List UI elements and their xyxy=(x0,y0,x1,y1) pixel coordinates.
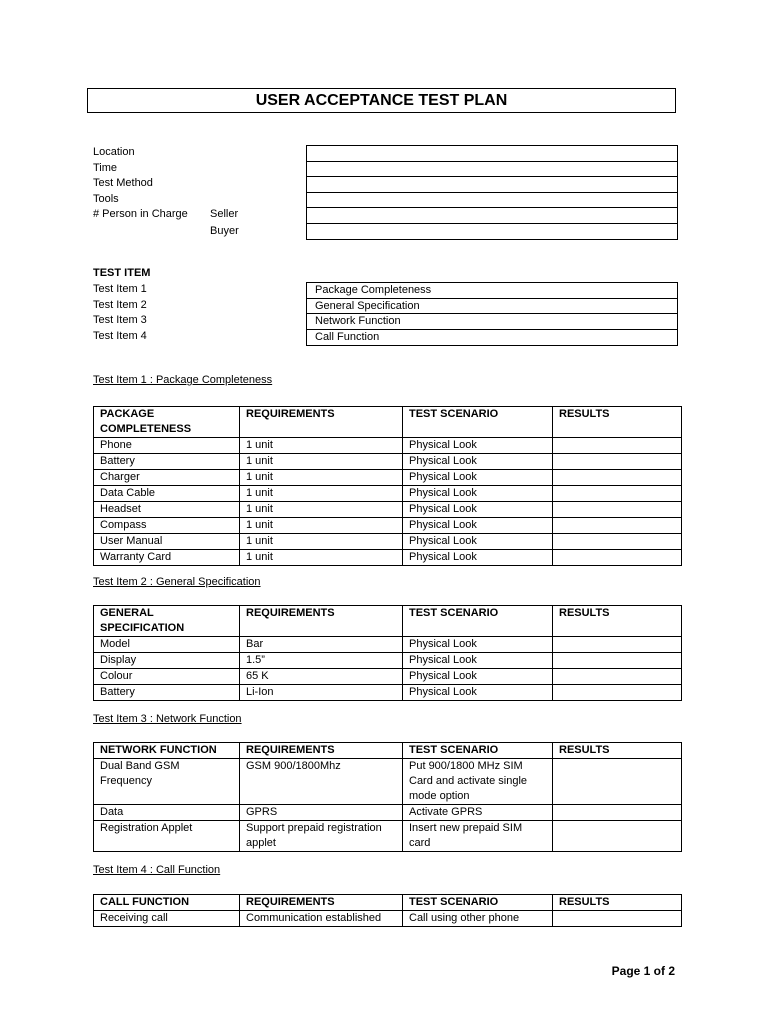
buyer-field[interactable] xyxy=(307,224,677,240)
table-cell: Physical Look xyxy=(403,518,553,534)
table-cell: 65 K xyxy=(240,669,403,685)
table-row xyxy=(94,669,682,685)
section-title: Test Item 4 : Call Function xyxy=(93,864,221,876)
table-cell: Put 900/1800 MHz SIM Card and activate single mode option xyxy=(403,759,553,805)
table-row xyxy=(94,454,682,470)
result-cell[interactable] xyxy=(553,821,682,852)
table-cell: Physical Look xyxy=(403,502,553,518)
info-fields xyxy=(306,145,678,240)
table-cell: Data xyxy=(94,805,240,821)
column-header: TEST SCENARIO xyxy=(403,895,553,911)
table-cell: Display xyxy=(94,653,240,669)
table-row xyxy=(94,486,682,502)
result-cell[interactable] xyxy=(553,518,682,534)
table-cell: Physical Look xyxy=(403,534,553,550)
table-row xyxy=(94,685,682,701)
table-row xyxy=(94,534,682,550)
table-cell: Compass xyxy=(94,518,240,534)
column-header: TEST SCENARIO xyxy=(403,407,553,438)
test-item-label: Test Item 3 xyxy=(93,314,147,326)
table-cell: Physical Look xyxy=(403,486,553,502)
result-cell[interactable] xyxy=(553,685,682,701)
table-cell: Physical Look xyxy=(403,454,553,470)
test-item-label: Test Item 2 xyxy=(93,298,147,311)
result-cell[interactable] xyxy=(553,637,682,653)
document-title: USER ACCEPTANCE TEST PLAN xyxy=(87,88,676,113)
table-cell: GPRS xyxy=(240,805,403,821)
table-cell: Li-Ion xyxy=(240,685,403,701)
column-header: REQUIREMENTS xyxy=(240,895,403,911)
page-number: Page 1 of 2 xyxy=(611,964,675,978)
table-cell: 1.5” xyxy=(240,653,403,669)
column-header: PACKAGE COMPLETENESS xyxy=(94,407,240,438)
table-cell: 1 unit xyxy=(240,438,403,454)
person-in-charge-label: # Person in Charge xyxy=(93,208,188,220)
table-cell: 1 unit xyxy=(240,454,403,470)
table-cell: 1 unit xyxy=(240,518,403,534)
table-cell: 1 unit xyxy=(240,486,403,502)
buyer-row xyxy=(93,223,239,239)
table-cell: Colour xyxy=(94,669,240,685)
column-header: REQUIREMENTS xyxy=(240,743,403,759)
test-item-value: General Specification xyxy=(307,299,677,315)
result-cell[interactable] xyxy=(553,805,682,821)
table-cell: Physical Look xyxy=(403,438,553,454)
table-row xyxy=(94,550,682,566)
info-labels xyxy=(93,145,239,238)
test-item-label: Test Item 4 xyxy=(93,329,147,342)
table-header-row xyxy=(94,895,682,911)
table-cell: Physical Look xyxy=(403,470,553,486)
test-method-field[interactable] xyxy=(307,177,677,193)
table-cell: Battery xyxy=(94,454,240,470)
call-function-table xyxy=(93,894,682,927)
column-header: REQUIREMENTS xyxy=(240,606,403,637)
table-row xyxy=(94,637,682,653)
tools-field[interactable] xyxy=(307,193,677,209)
section-title: Test Item 1 : Package Completeness xyxy=(93,374,273,386)
result-cell[interactable] xyxy=(553,486,682,502)
column-header: RESULTS xyxy=(553,407,682,438)
table-cell: Insert new prepaid SIM card xyxy=(403,821,553,852)
table-cell: Data Cable xyxy=(94,486,240,502)
table-cell: Activate GPRS xyxy=(403,805,553,821)
test-item-label: Test Item 1 xyxy=(93,283,147,295)
column-header: REQUIREMENTS xyxy=(240,407,403,438)
result-cell[interactable] xyxy=(553,669,682,685)
result-cell[interactable] xyxy=(553,759,682,805)
table-cell: 1 unit xyxy=(240,502,403,518)
section-title: Test Item 3 : Network Function xyxy=(93,713,242,725)
table-cell: Phone xyxy=(94,438,240,454)
column-header: NETWORK FUNCTION xyxy=(94,743,240,759)
table-header-row xyxy=(94,743,682,759)
person-in-charge-row xyxy=(93,207,239,223)
table-row xyxy=(94,653,682,669)
table-row xyxy=(94,911,682,927)
column-header: RESULTS xyxy=(553,606,682,637)
test-item-labels xyxy=(93,282,147,344)
table-cell: Support prepaid registration applet xyxy=(240,821,403,852)
table-cell: 1 unit xyxy=(240,470,403,486)
table-cell: Bar xyxy=(240,637,403,653)
table-row xyxy=(94,502,682,518)
table-cell: GSM 900/1800Mhz xyxy=(240,759,403,805)
result-cell[interactable] xyxy=(553,911,682,927)
test-item-values xyxy=(306,282,678,346)
general-specification-table xyxy=(93,605,682,701)
table-row xyxy=(94,518,682,534)
test-item-value: Package Completeness xyxy=(307,283,677,299)
result-cell[interactable] xyxy=(553,653,682,669)
column-header: TEST SCENARIO xyxy=(403,606,553,637)
table-row xyxy=(94,821,682,852)
table-cell: Battery xyxy=(94,685,240,701)
time-label: Time xyxy=(93,161,118,174)
result-cell[interactable] xyxy=(553,534,682,550)
test-item-value: Network Function xyxy=(307,314,677,330)
tools-label: Tools xyxy=(93,192,119,205)
table-cell: 1 unit xyxy=(240,534,403,550)
table-row xyxy=(94,759,682,805)
table-cell: Model xyxy=(94,637,240,653)
location-label: Location xyxy=(93,146,135,158)
table-cell: Physical Look xyxy=(403,653,553,669)
table-cell: Dual Band GSM Frequency xyxy=(94,759,240,805)
table-row xyxy=(94,438,682,454)
package-completeness-table xyxy=(93,406,682,566)
result-cell[interactable] xyxy=(553,454,682,470)
test-item-value: Call Function xyxy=(315,330,380,343)
table-cell: Headset xyxy=(94,502,240,518)
table-row xyxy=(94,470,682,486)
buyer-label: Buyer xyxy=(210,224,239,237)
table-cell: Physical Look xyxy=(403,669,553,685)
network-function-table xyxy=(93,742,682,852)
test-method-label: Test Method xyxy=(93,177,153,189)
column-header: RESULTS xyxy=(553,895,682,911)
table-cell: Physical Look xyxy=(403,685,553,701)
time-field[interactable] xyxy=(307,162,677,178)
test-item-heading: TEST ITEM xyxy=(93,267,151,279)
table-cell: Receiving call xyxy=(94,911,240,927)
table-cell: Call using other phone xyxy=(403,911,553,927)
table-cell: User Manual xyxy=(94,534,240,550)
table-cell: Communication established xyxy=(240,911,403,927)
table-cell: 1 unit xyxy=(240,550,403,566)
table-cell: Warranty Card xyxy=(94,550,240,566)
location-field[interactable] xyxy=(307,146,677,162)
result-cell[interactable] xyxy=(553,438,682,454)
result-cell[interactable] xyxy=(553,550,682,566)
column-header: GENERAL SPECIFICATION xyxy=(94,606,240,637)
table-cell: Physical Look xyxy=(403,637,553,653)
table-cell: Physical Look xyxy=(403,550,553,566)
table-header-row xyxy=(94,407,682,438)
result-cell[interactable] xyxy=(553,470,682,486)
result-cell[interactable] xyxy=(553,502,682,518)
column-header: RESULTS xyxy=(553,743,682,759)
column-header: CALL FUNCTION xyxy=(94,895,240,911)
section-title: Test Item 2 : General Specification xyxy=(93,576,261,588)
column-header: TEST SCENARIO xyxy=(403,743,553,759)
table-cell: Registration Applet xyxy=(94,821,240,852)
seller-label: Seller xyxy=(210,208,239,220)
table-header-row xyxy=(94,606,682,637)
table-row xyxy=(94,805,682,821)
table-cell: Charger xyxy=(94,470,240,486)
seller-field[interactable] xyxy=(307,208,677,224)
